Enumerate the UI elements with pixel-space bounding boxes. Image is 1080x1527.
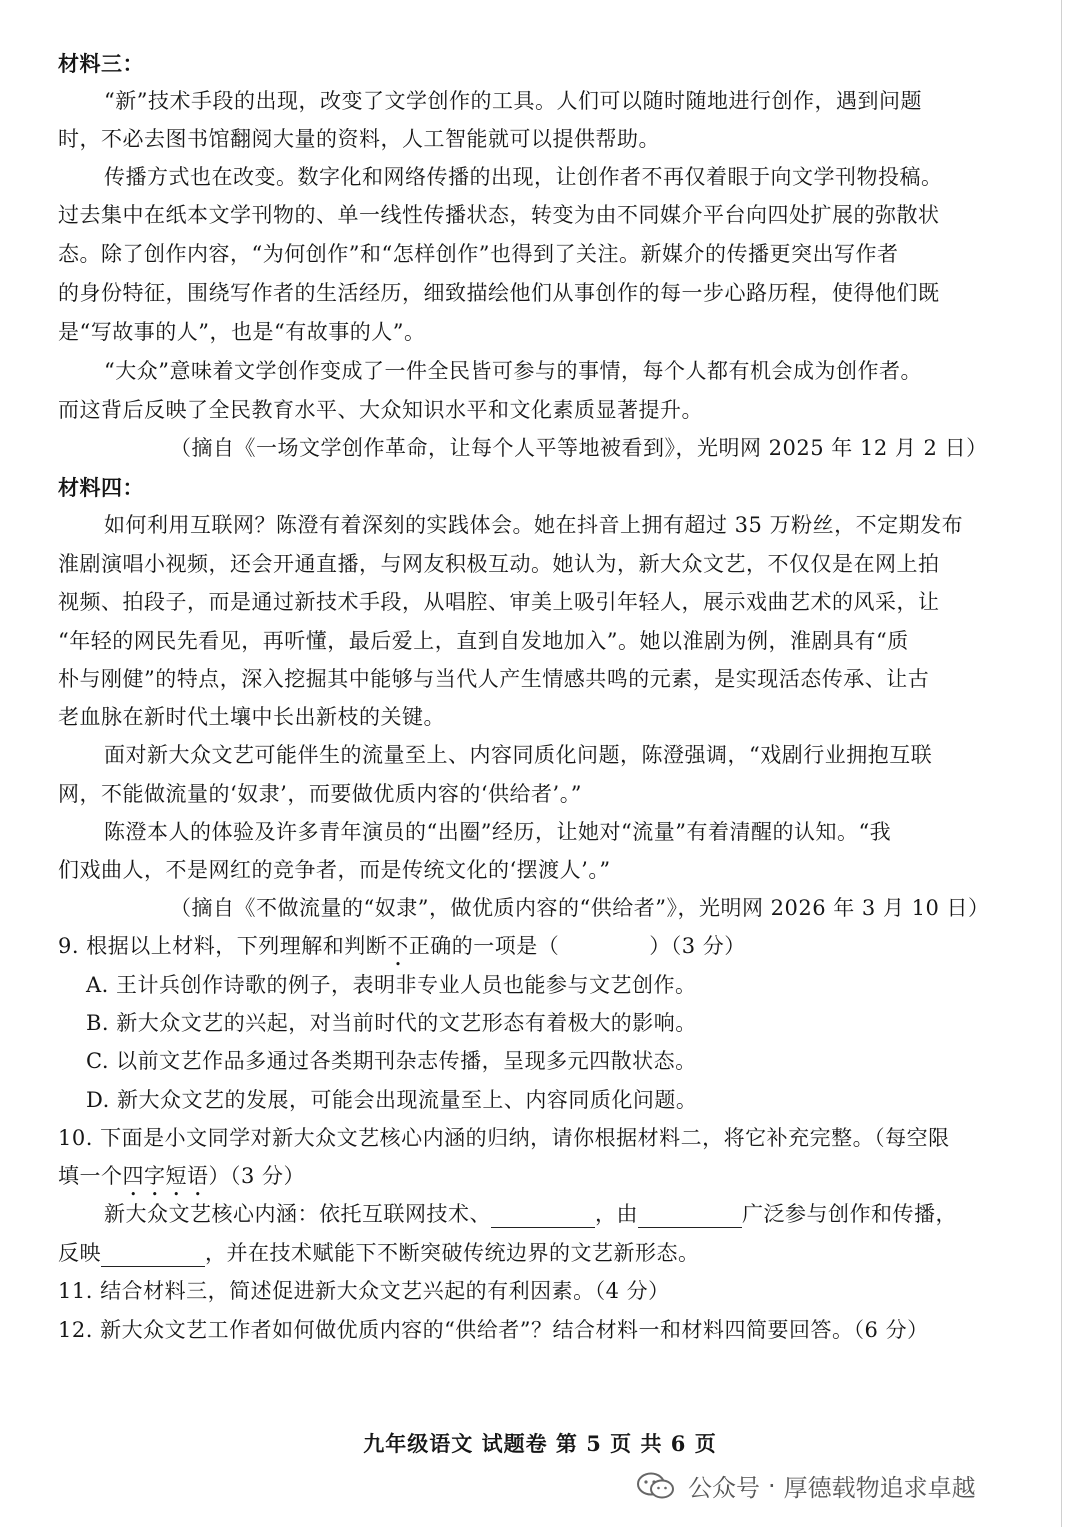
material-4-paragraph-3-line: 们戏曲人，不是网红的竞争者，而是传统文化的‘摆渡人’。” <box>58 858 611 882</box>
watermark-separator: · <box>768 1471 776 1500</box>
material-3-paragraph-2-line: 是“写故事的人”，也是“有故事的人”。 <box>58 320 426 344</box>
material-3-source: （摘自《一场文学创作革命，让每个人平等地被看到》，光明网 2025 年 12 月 2 日） <box>170 436 988 460</box>
material-4-paragraph-1-line: “年轻的网民先看见，再听懂，最后爱上，直到自发地加入”。她以淮剧为例，淮剧具有“质 <box>58 629 909 653</box>
material-4-paragraph-1-line: 淮剧演唱小视频，还会开通直播，与网友积极互动。她认为，新大众文艺，不仅仅是在网上拍 <box>58 552 940 576</box>
fill-text: ，由 <box>595 1202 638 1226</box>
material-4-paragraph-1-line: 朴与刚健”的特点，深入挖掘其中能够与当代人产生情感共鸣的元素，是实现活态传承、让古 <box>58 667 930 691</box>
watermark-account: 厚德载物追求卓越 <box>783 1474 976 1502</box>
question-9-option-d: D. 新大众文艺的发展，可能会出现流量至上、内容同质化问题。 <box>86 1088 698 1112</box>
question-9-option-a: A. 王计兵创作诗歌的例子，表明非专业人员也能参与文艺创作。 <box>86 973 697 997</box>
question-10-fill-line <box>104 1200 1018 1228</box>
material-3-paragraph-2-line: 态。除了创作内容，“为何创作”和“怎样创作”也得到了关注。新媒介的传播更突出写作者 <box>58 242 899 266</box>
question-9-emphasis: 不 <box>387 934 409 958</box>
page-footer: 九年级语文 试题卷 第 5 页 共 6 页 <box>363 1431 717 1456</box>
question-9-score: ）（3 分） <box>649 934 746 958</box>
material-3-paragraph-1-line: 时，不必去图书馆翻阅大量的资料，人工智能就可以提供帮助。 <box>58 127 660 151</box>
question-9-option-b: B. 新大众文艺的兴起，对当前时代的文艺形态有着极大的影响。 <box>86 1011 697 1035</box>
watermark <box>636 1468 984 1503</box>
material-3-paragraph-2-line: 过去集中在纸本文学刊物的、单一线性传播状态，转变为由不同媒介平台向四处扩展的弥散状 <box>58 203 940 227</box>
material-4-paragraph-3-line: 陈澄本人的体验及许多青年演员的“出圈”经历，让她对“流量”有着清醒的认知。“我 <box>104 820 892 844</box>
fill-blank-1[interactable] <box>491 1207 595 1228</box>
question-12: 12. 新大众文艺工作者如何做优质内容的“供给者”？结合材料一和材料四简要回答。（6 分） <box>58 1318 929 1342</box>
material-4-heading: 材料四： <box>58 475 144 500</box>
material-4-source: （摘自《不做流量的“奴隶”，做优质内容的“供给者”》，光明网 2026 年 3 月 10 日） <box>170 896 990 920</box>
question-10-fill-line <box>58 1239 1018 1267</box>
fill-text: 反映 <box>58 1241 101 1265</box>
question-9-prefix: 9. 根据以上材料，下列理解和判断 <box>58 934 388 958</box>
question-9-option-c: C. 以前文艺作品多通过各类期刊杂志传播，呈现多元四散状态。 <box>86 1049 697 1073</box>
fill-text: 广泛参与创作和传播， <box>742 1202 957 1226</box>
material-3-paragraph-2-line: 传播方式也在改变。数字化和网络传播的出现，让创作者不再仅着眼于向文学刊物投稿。 <box>104 165 943 189</box>
material-3-paragraph-3-line: 而这背后反映了全民教育水平、大众知识水平和文化素质显著提升。 <box>58 398 703 422</box>
material-4-paragraph-1-line: 视频、拍段子，而是通过新技术手段，从唱腔、审美上吸引年轻人，展示戏曲艺术的风采，让 <box>58 590 940 614</box>
fill-blank-3[interactable] <box>101 1246 205 1267</box>
question-10-score: ）（3 分） <box>208 1164 306 1188</box>
question-9 <box>58 932 1018 971</box>
watermark-label: 公众号 <box>688 1474 760 1502</box>
material-3-paragraph-2-line: 的身份特征，围绕写作者的生活经历，细致描绘他们从事创作的每一步心路历程，使得他们既 <box>58 281 940 305</box>
question-10-prefix: 填一个 <box>58 1164 123 1188</box>
question-10-emphasis: 四字短语 <box>122 1164 209 1188</box>
material-4-paragraph-2-line: 面对新大众文艺可能伴生的流量至上、内容同质化问题，陈澄强调，“戏剧行业拥抱互联 <box>104 743 933 767</box>
fill-text: 新大众文艺核心内涵：依托互联网技术、 <box>104 1202 491 1226</box>
material-4-paragraph-2-line: 网，不能做流量的‘奴隶’，而要做优质内容的‘供给者’。” <box>58 782 582 806</box>
scan-edge-divider <box>1061 0 1062 1527</box>
wechat-icon <box>636 1471 676 1501</box>
material-4-paragraph-1-line: 如何利用互联网？陈澄有着深刻的实践体会。她在抖音上拥有超过 35 万粉丝，不定期发布 <box>104 513 964 537</box>
question-10-line <box>58 1162 1018 1201</box>
material-3-paragraph-1-line: “新”技术手段的出现，改变了文学创作的工具。人们可以随时随地进行创作，遇到问题 <box>104 89 922 113</box>
material-3-paragraph-3-line: “大众”意味着文学创作变成了一件全民皆可参与的事情，每个人都有机会成为创作者。 <box>104 359 922 383</box>
question-11: 11. 结合材料三，简述促进新大众文艺兴起的有利因素。（4 分） <box>58 1279 670 1303</box>
fill-blank-2[interactable] <box>638 1207 742 1228</box>
fill-text: ，并在技术赋能下不断突破传统边界的文艺新形态。 <box>205 1241 700 1265</box>
question-9-suffix: 正确的一项是（ <box>408 934 560 958</box>
question-10-line: 10. 下面是小文同学对新大众文艺核心内涵的归纳，请你根据材料二，将它补充完整。（每空限 <box>58 1126 950 1150</box>
material-3-heading: 材料三： <box>58 51 144 76</box>
material-4-paragraph-1-line: 老血脉在新时代土壤中长出新枝的关键。 <box>58 705 445 729</box>
